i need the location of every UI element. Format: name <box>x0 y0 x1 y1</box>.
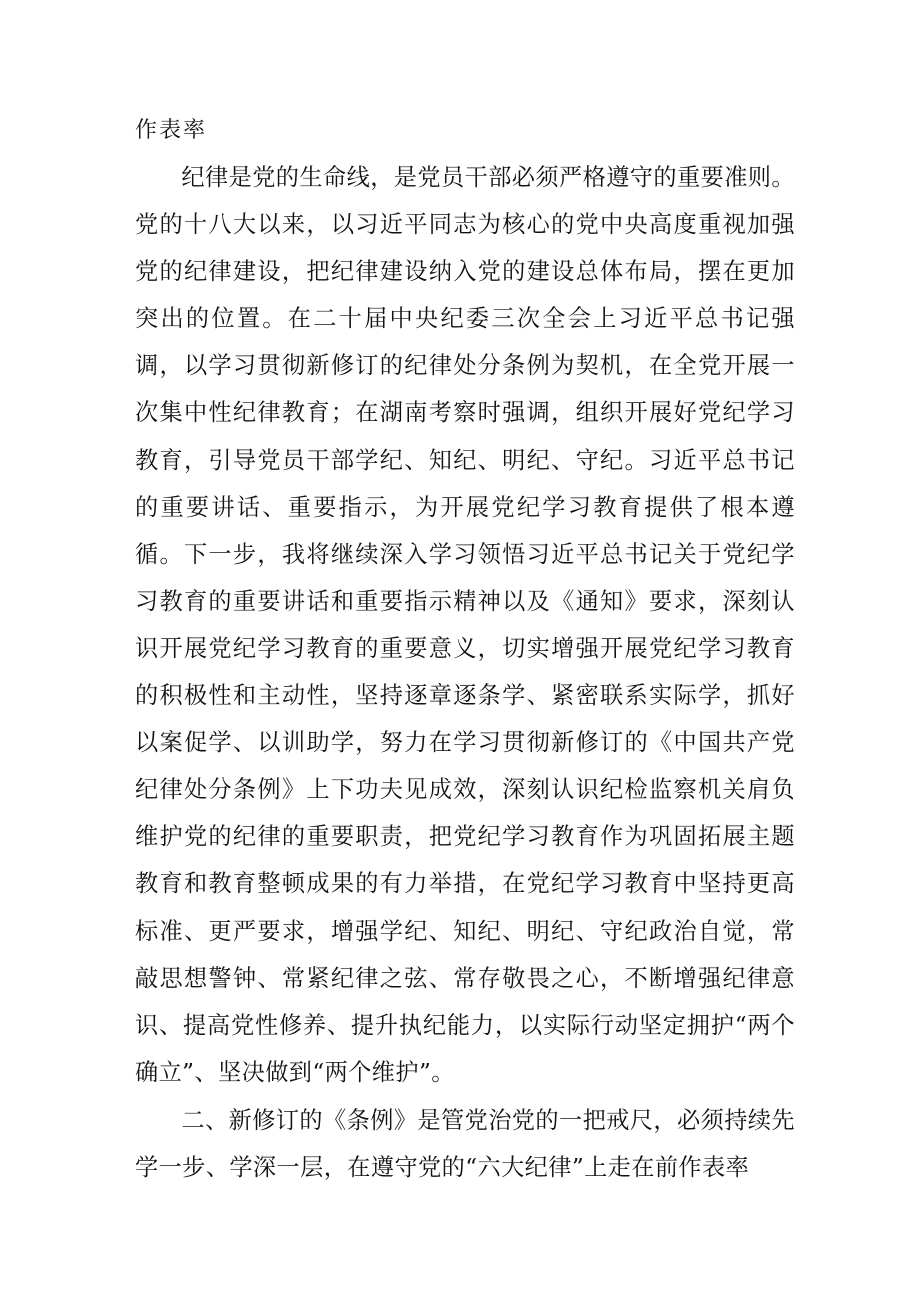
continuation-line: 作表率 <box>135 118 208 143</box>
paragraph-discipline-lifeline: 纪律是党的生命线，是党员干部必须严格遵守的重要准则。党的十八大以来，以习近平同志为核心的党中央高度重视加强党的纪律建设，把纪律建设纳入党的建设总体布局，摆在更加突出的位置。在二十届中央纪委三次全会上习近平总书记强调，以学习贯彻新修订的纪律处分条例为契机，在全党开展一次集中性纪律教育；在湖南考察时强调，组织开展好党纪学习教育，引导党员干部学纪、知纪、明纪、守纪。习近平总书记的重要讲话、重要指示，为开展党纪学习教育提供了根本遵循。下一步，我将继续深入学习领悟习近平总书记关于党纪学习教育的重要讲话和重要指示精神以及《通知》要求，深刻认识开展党纪学习教育的重要意义，切实增强开展党纪学习教育的积极性和主动性，坚持逐章逐条学、紧密联系实际学，抓好以案促学、以训助学，努力在学习贯彻新修订的《中国共产党纪律处分条例》上下功夫见成效，深刻认识纪检监察机关肩负维护党的纪律的重要职责，把党纪学习教育作为巩固拓展主题教育和教育整顿成果的有力举措，在党纪学习教育中坚持更高标准、更严要求，增强学纪、知纪、明纪、守纪政治自觉，常敲思想警钟、常紧纪律之弦、常存敬畏之心，不断增强纪律意识、提高党性修养、提升执纪能力，以实际行动坚定拥护“两个确立”、坚决做到“两个维护”。 <box>135 164 795 1086</box>
document-page <box>135 108 795 1191</box>
paragraph-section-two-heading: 二、新修订的《条例》是管党治党的一把戒尺，必须持续先学一步、学深一层，在遵守党的“六大纪律”上走在前作表率 <box>135 1106 795 1181</box>
